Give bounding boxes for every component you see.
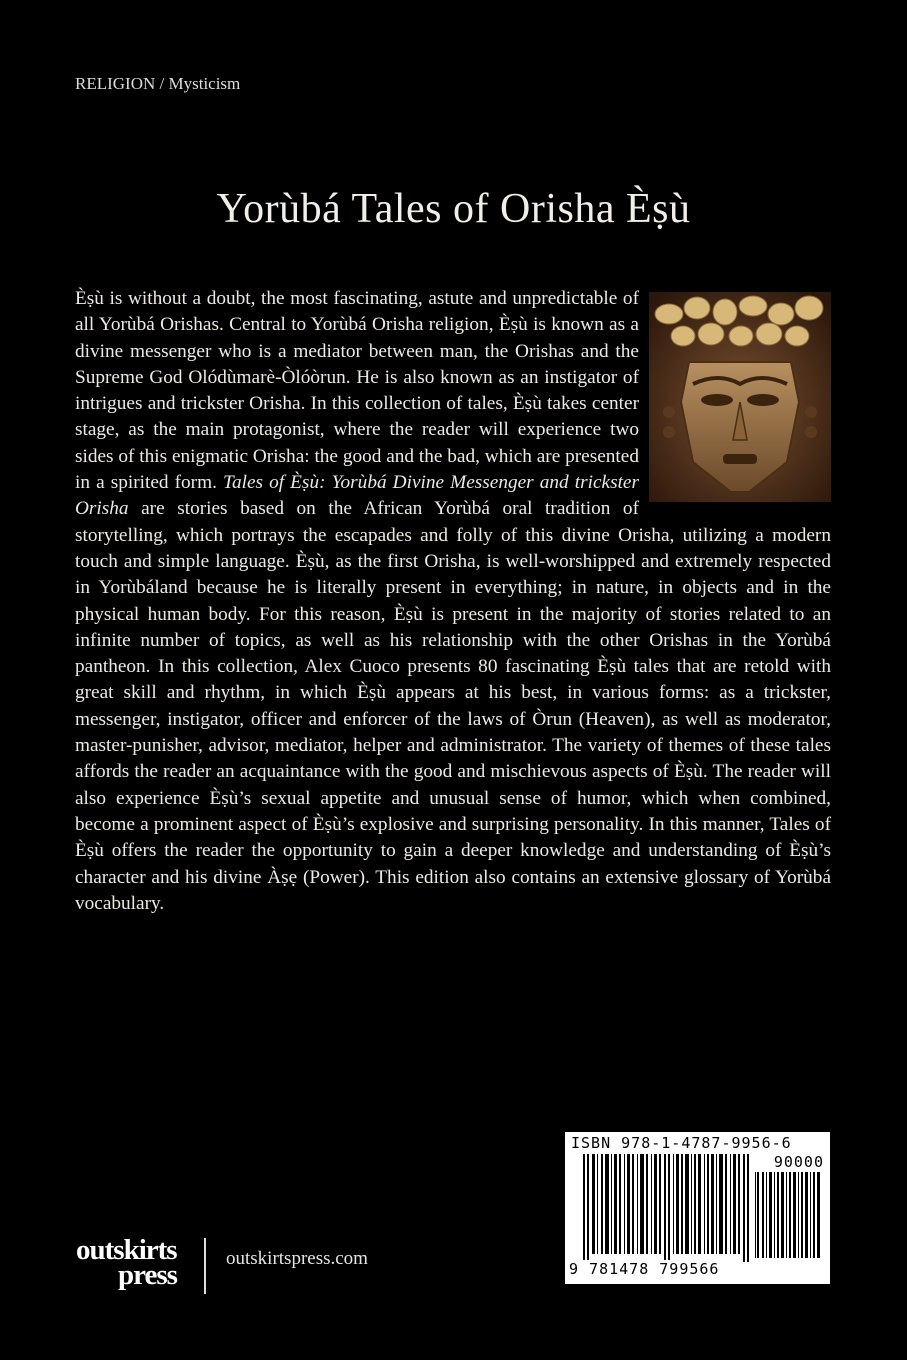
logo-top-text: outskirts [76, 1234, 177, 1266]
price-code: 90000 [773, 1153, 824, 1171]
category-label: RELIGION / Mysticism [75, 74, 241, 93]
book-title: Yorùbá Tales of Orisha Èṣù [216, 186, 691, 232]
ean-digits: 9 781478 799566 [569, 1260, 720, 1278]
addon-barcode-bars [755, 1172, 821, 1258]
publisher-logo [76, 1234, 177, 1291]
publisher-url: outskirtspress.com [226, 1248, 368, 1269]
logo-bottom-text: press [118, 1258, 177, 1291]
blurb-part-1: Èṣù is without a doubt, the most fascinating, astute and unpredictable of all Yorùbá Orishas. Central to Yorùbá Orisha religion, Èṣù is known as a divine messenger who is a mediator between man, the Orishas and the Supreme God Olódùmarè-Òlóòrun. He is also known as an instigator of intrigues and trickster Orisha. In this collection of tales, Èṣù takes center stage, as the main protagonist, where the reader will experience two sides of this enigmatic Orisha: the good and the bad, which are presented in a spirited form. [75, 288, 639, 494]
barcode-bars [583, 1154, 749, 1262]
isbn-number: ISBN 978-1-4787-9956-6 [571, 1134, 792, 1152]
mask-image [649, 292, 831, 502]
blurb-part-2: are stories based on the African Yorùbá oral tradition of storytelling, which portrays the escapades and folly of this divine Orisha, utilizing a modern touch and simple language. Èṣù, as the first Orisha, is well-worshipped and extremely respected in Yorùbáland because he is literally present in everything; in nature, in objects and in the physical human body. For this reason, Èṣù is present in the majority of stories related to an infinite number of topics, as well as his relationship with the other Orishas in the Yorùbá pantheon. In this collection, Alex Cuoco presents 80 fascinating Èṣù tales that are retold with great skill and rhythm, in which Èṣù appears at his best, in various forms: as a trickster, messenger, instigator, officer and enforcer of the laws of Òrun (Heaven), as well as moderator, master-punisher, advisor, mediator, helper and administrator. The variety of themes of these tales affords the reader an acquaintance with the good and mischievous aspects of Èṣù. The reader will also experience Èṣù’s sexual appetite and unusual sense of humor, which when combined, become a prominent aspect of Èṣù’s explosive and surprising personality. In this manner, Tales of Èṣù offers the reader the opportunity to gain a deeper knowledge and understanding of Èṣù’s character and his divine Àṣẹ (Power). This edition also contains an extensive glossary of Yorùbá vocabulary. [75, 498, 831, 914]
blurb [75, 286, 831, 917]
isbn-barcode [565, 1132, 830, 1284]
logo-divider [204, 1238, 206, 1294]
blurb-italic-title: Tales of Èṣù: Yorùbá Divine Messenger and trickster Orisha [75, 472, 639, 520]
